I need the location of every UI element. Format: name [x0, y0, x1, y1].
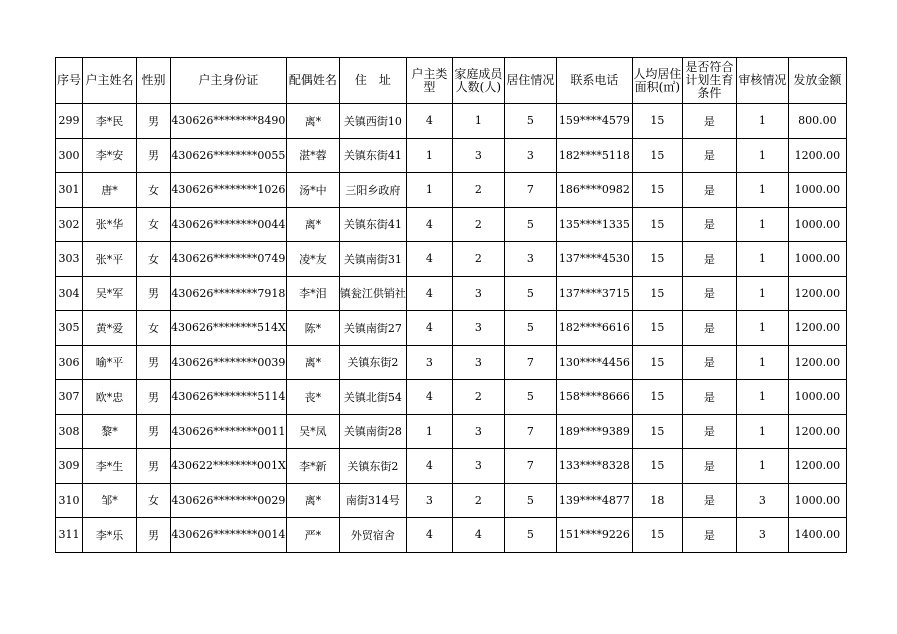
cell-address: 关镇东街2: [339, 345, 406, 380]
cell-family-size: 1: [452, 104, 504, 139]
cell-review: 1: [736, 173, 788, 208]
table-body: [56, 104, 847, 553]
cell-gender: 男: [137, 380, 171, 415]
cell-serial: 300: [56, 138, 83, 173]
cell-gender: 男: [137, 104, 171, 139]
cell-owner-name: 李*安: [83, 138, 137, 173]
cell-family-size: 4: [452, 518, 504, 553]
cell-family-planning: 是: [682, 380, 736, 415]
cell-family-planning: 是: [682, 138, 736, 173]
header-family-planning: 是否符合计划生育条件: [682, 58, 736, 104]
cell-review: 3: [736, 518, 788, 553]
cell-residence: 3: [504, 242, 556, 277]
cell-owner-type: 4: [406, 276, 452, 311]
cell-owner-id: 430626********0044: [171, 207, 287, 242]
cell-spouse-name: 离*: [286, 483, 339, 518]
cell-family-planning: 是: [682, 483, 736, 518]
cell-phone: 137****3715: [556, 276, 632, 311]
header-family-size: 家庭成员人数(人): [452, 58, 504, 104]
cell-owner-id: 430626********514X: [171, 311, 287, 346]
cell-family-planning: 是: [682, 242, 736, 277]
cell-area: 15: [632, 311, 682, 346]
cell-serial: 306: [56, 345, 83, 380]
cell-gender: 女: [137, 173, 171, 208]
table-row: [56, 138, 847, 173]
cell-phone: 182****6616: [556, 311, 632, 346]
cell-family-planning: 是: [682, 311, 736, 346]
cell-owner-type: 4: [406, 207, 452, 242]
cell-area: 15: [632, 414, 682, 449]
cell-amount: 800.00: [788, 104, 846, 139]
header-phone: 联系电话: [556, 58, 632, 104]
header-owner-type: 户主类型: [406, 58, 452, 104]
cell-review: 1: [736, 138, 788, 173]
cell-review: 3: [736, 483, 788, 518]
cell-owner-type: 4: [406, 104, 452, 139]
cell-family-size: 2: [452, 207, 504, 242]
cell-area: 18: [632, 483, 682, 518]
cell-owner-name: 李*民: [83, 104, 137, 139]
cell-gender: 女: [137, 207, 171, 242]
cell-area: 15: [632, 380, 682, 415]
cell-family-planning: 是: [682, 207, 736, 242]
cell-owner-id: 430626********0011: [171, 414, 287, 449]
cell-amount: 1000.00: [788, 483, 846, 518]
cell-address: 关镇东街2: [339, 449, 406, 484]
cell-residence: 5: [504, 104, 556, 139]
header-owner-name: 户主姓名: [83, 58, 137, 104]
cell-owner-name: 李*乐: [83, 518, 137, 553]
cell-family-planning: 是: [682, 104, 736, 139]
cell-area: 15: [632, 518, 682, 553]
cell-gender: 男: [137, 276, 171, 311]
cell-address: 关镇东街41: [339, 138, 406, 173]
header-amount: 发放金额: [788, 58, 846, 104]
cell-owner-id: 430626********0749: [171, 242, 287, 277]
cell-address: 三阳乡政府: [339, 173, 406, 208]
cell-family-planning: 是: [682, 449, 736, 484]
cell-amount: 1000.00: [788, 173, 846, 208]
header-gender: 性别: [137, 58, 171, 104]
cell-serial: 307: [56, 380, 83, 415]
cell-amount: 1200.00: [788, 449, 846, 484]
cell-area: 15: [632, 138, 682, 173]
cell-review: 1: [736, 242, 788, 277]
cell-residence: 5: [504, 483, 556, 518]
cell-owner-name: 黎*: [83, 414, 137, 449]
cell-area: 15: [632, 173, 682, 208]
header-review: 审核情况: [736, 58, 788, 104]
cell-spouse-name: 吴*凤: [286, 414, 339, 449]
cell-spouse-name: 严*: [286, 518, 339, 553]
cell-residence: 7: [504, 449, 556, 484]
cell-gender: 女: [137, 483, 171, 518]
header-serial: 序号: [56, 58, 83, 104]
cell-address: 关镇西街10: [339, 104, 406, 139]
household-table: [55, 57, 847, 553]
cell-address: 外贸宿舍: [339, 518, 406, 553]
cell-residence: 7: [504, 345, 556, 380]
cell-owner-name: 邹*: [83, 483, 137, 518]
cell-family-size: 3: [452, 311, 504, 346]
cell-serial: 305: [56, 311, 83, 346]
cell-serial: 308: [56, 414, 83, 449]
cell-gender: 男: [137, 138, 171, 173]
header-area: 人均居住面积(㎡): [632, 58, 682, 104]
cell-owner-type: 1: [406, 414, 452, 449]
table-row: [56, 518, 847, 553]
table-row: [56, 414, 847, 449]
cell-residence: 5: [504, 276, 556, 311]
cell-review: 1: [736, 449, 788, 484]
cell-residence: 5: [504, 311, 556, 346]
table-row: [56, 483, 847, 518]
cell-owner-type: 3: [406, 483, 452, 518]
cell-owner-type: 1: [406, 138, 452, 173]
cell-spouse-name: 陈*: [286, 311, 339, 346]
cell-serial: 303: [56, 242, 83, 277]
cell-phone: 186****0982: [556, 173, 632, 208]
cell-spouse-name: 李*泪: [286, 276, 339, 311]
header-address: 住 址: [339, 58, 406, 104]
cell-spouse-name: 湛*蓉: [286, 138, 339, 173]
cell-phone: 137****4530: [556, 242, 632, 277]
cell-phone: 151****9226: [556, 518, 632, 553]
cell-residence: 7: [504, 173, 556, 208]
cell-phone: 130****4456: [556, 345, 632, 380]
cell-owner-type: 4: [406, 449, 452, 484]
cell-serial: 301: [56, 173, 83, 208]
cell-owner-name: 吴*军: [83, 276, 137, 311]
table-row: [56, 345, 847, 380]
table-row: [56, 104, 847, 139]
cell-phone: 133****8328: [556, 449, 632, 484]
cell-residence: 5: [504, 380, 556, 415]
cell-gender: 男: [137, 449, 171, 484]
cell-owner-name: 欧*忠: [83, 380, 137, 415]
cell-spouse-name: 离*: [286, 345, 339, 380]
cell-serial: 309: [56, 449, 83, 484]
cell-serial: 302: [56, 207, 83, 242]
cell-family-planning: 是: [682, 276, 736, 311]
cell-serial: 304: [56, 276, 83, 311]
cell-owner-type: 4: [406, 380, 452, 415]
cell-spouse-name: 凌*友: [286, 242, 339, 277]
cell-owner-name: 喻*平: [83, 345, 137, 380]
cell-spouse-name: 汤*中: [286, 173, 339, 208]
cell-area: 15: [632, 242, 682, 277]
cell-residence: 3: [504, 138, 556, 173]
cell-review: 1: [736, 311, 788, 346]
cell-spouse-name: 离*: [286, 207, 339, 242]
header-row: [56, 58, 847, 104]
cell-family-planning: 是: [682, 518, 736, 553]
cell-amount: 1200.00: [788, 276, 846, 311]
cell-owner-id: 430626********7918: [171, 276, 287, 311]
cell-address: 关镇南街28: [339, 414, 406, 449]
cell-review: 1: [736, 276, 788, 311]
cell-spouse-name: 离*: [286, 104, 339, 139]
table-row: [56, 207, 847, 242]
cell-family-planning: 是: [682, 173, 736, 208]
cell-address: 关镇南街31: [339, 242, 406, 277]
cell-owner-id: 430626********0055: [171, 138, 287, 173]
cell-family-size: 2: [452, 483, 504, 518]
cell-owner-name: 张*平: [83, 242, 137, 277]
cell-phone: 139****4877: [556, 483, 632, 518]
cell-family-planning: 是: [682, 414, 736, 449]
cell-gender: 男: [137, 414, 171, 449]
cell-phone: 159****4579: [556, 104, 632, 139]
cell-family-size: 3: [452, 449, 504, 484]
cell-address: 镇瓮江供销社: [339, 276, 406, 311]
cell-owner-name: 黄*爱: [83, 311, 137, 346]
cell-serial: 299: [56, 104, 83, 139]
cell-area: 15: [632, 449, 682, 484]
cell-family-size: 3: [452, 138, 504, 173]
cell-owner-type: 3: [406, 345, 452, 380]
cell-gender: 女: [137, 242, 171, 277]
cell-family-size: 3: [452, 276, 504, 311]
cell-review: 1: [736, 207, 788, 242]
cell-owner-id: 430626********0039: [171, 345, 287, 380]
cell-amount: 1200.00: [788, 138, 846, 173]
cell-amount: 1200.00: [788, 311, 846, 346]
cell-phone: 158****8666: [556, 380, 632, 415]
header-spouse-name: 配偶姓名: [286, 58, 339, 104]
cell-area: 15: [632, 345, 682, 380]
cell-residence: 5: [504, 207, 556, 242]
cell-family-size: 2: [452, 380, 504, 415]
cell-family-size: 3: [452, 345, 504, 380]
cell-spouse-name: 丧*: [286, 380, 339, 415]
cell-address: 关镇东街41: [339, 207, 406, 242]
cell-owner-id: 430626********1026: [171, 173, 287, 208]
cell-gender: 男: [137, 518, 171, 553]
cell-gender: 男: [137, 345, 171, 380]
cell-amount: 1400.00: [788, 518, 846, 553]
cell-phone: 135****1335: [556, 207, 632, 242]
cell-review: 1: [736, 414, 788, 449]
cell-area: 15: [632, 276, 682, 311]
cell-area: 15: [632, 207, 682, 242]
cell-address: 南街314号: [339, 483, 406, 518]
cell-family-planning: 是: [682, 345, 736, 380]
cell-phone: 182****5118: [556, 138, 632, 173]
cell-amount: 1200.00: [788, 345, 846, 380]
cell-owner-id: 430626********5114: [171, 380, 287, 415]
cell-family-size: 2: [452, 242, 504, 277]
cell-owner-type: 4: [406, 242, 452, 277]
cell-gender: 女: [137, 311, 171, 346]
header-owner-id: 户主身份证: [171, 58, 287, 104]
cell-owner-type: 4: [406, 311, 452, 346]
cell-owner-name: 李*生: [83, 449, 137, 484]
cell-family-size: 3: [452, 414, 504, 449]
cell-phone: 189****9389: [556, 414, 632, 449]
cell-family-size: 2: [452, 173, 504, 208]
cell-serial: 311: [56, 518, 83, 553]
cell-owner-id: 430626********8490: [171, 104, 287, 139]
cell-spouse-name: 李*新: [286, 449, 339, 484]
cell-amount: 1000.00: [788, 242, 846, 277]
cell-owner-type: 4: [406, 518, 452, 553]
cell-residence: 7: [504, 414, 556, 449]
table-row: [56, 380, 847, 415]
cell-owner-id: 430626********0029: [171, 483, 287, 518]
table-row: [56, 311, 847, 346]
cell-review: 1: [736, 345, 788, 380]
cell-review: 1: [736, 380, 788, 415]
table-row: [56, 449, 847, 484]
cell-amount: 1000.00: [788, 380, 846, 415]
table-row: [56, 276, 847, 311]
table-row: [56, 242, 847, 277]
table-row: [56, 173, 847, 208]
cell-address: 关镇北街54: [339, 380, 406, 415]
cell-owner-name: 张*华: [83, 207, 137, 242]
header-residence: 居住情况: [504, 58, 556, 104]
cell-owner-type: 1: [406, 173, 452, 208]
cell-amount: 1200.00: [788, 414, 846, 449]
cell-area: 15: [632, 104, 682, 139]
cell-amount: 1000.00: [788, 207, 846, 242]
cell-residence: 5: [504, 518, 556, 553]
cell-owner-id: 430622********001X: [171, 449, 287, 484]
cell-address: 关镇南街27: [339, 311, 406, 346]
cell-owner-name: 唐*: [83, 173, 137, 208]
cell-review: 1: [736, 104, 788, 139]
cell-serial: 310: [56, 483, 83, 518]
cell-owner-id: 430626********0014: [171, 518, 287, 553]
